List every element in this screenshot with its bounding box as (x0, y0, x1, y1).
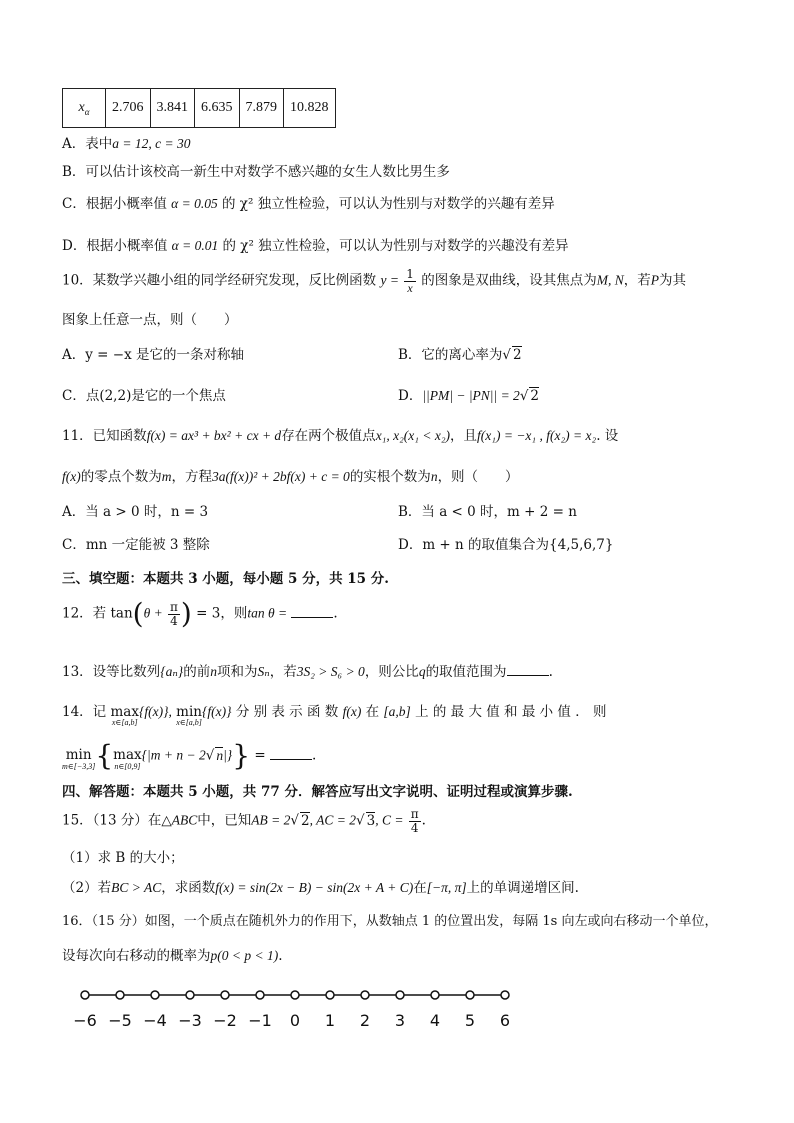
q11-stem-line2 (62, 465, 519, 485)
q9-d-text: D．根据小概率值 (62, 238, 168, 254)
q15-p2-d: 上的单调递增区间. (466, 880, 579, 896)
number-line-label: 1 (324, 1011, 336, 1030)
q9-option-a (62, 132, 190, 152)
number-line-point (326, 991, 334, 999)
q15-p2-cond: BC > AC (111, 880, 162, 895)
q11-option-b: B．当 a < 0 时，m + 2 = n (398, 504, 577, 520)
q13-sn: Sₙ (257, 664, 270, 679)
q11-text-d2: 的实根个数为 (349, 469, 431, 485)
number-line-point (431, 991, 439, 999)
q13-e: 的取值范围为 (425, 664, 507, 680)
number-line-label: −4 (143, 1011, 167, 1030)
q15-p2-b: ，求函数 (161, 880, 216, 896)
q15-part2 (62, 876, 579, 896)
q11-fx: f(x) (62, 469, 81, 484)
frac-den: 4 (170, 613, 178, 628)
q12-ask: tan θ = (247, 605, 288, 621)
q13-cond: 3S₂ > S₆ > 0 (296, 664, 365, 679)
q9-d-suffix: 的 χ² 独立性检验，可以认为性别与对数学的兴趣没有差异 (222, 238, 569, 254)
q9-c-alpha: α = 0.05 (171, 196, 218, 211)
number-line-point (396, 991, 404, 999)
q11-text-c2: ，方程 (171, 469, 212, 485)
q13-end: . (548, 664, 553, 680)
table-head-x: x (78, 99, 85, 115)
q14-sqrt: n (216, 747, 224, 763)
q10-option-d: D．||PM| − |PN|| = 2√ 2 (398, 388, 540, 404)
q15-a: 中，已知 (197, 812, 252, 829)
q11-text-a: 11．已知函数 (62, 428, 147, 444)
q14-line2: min m∈[−3,3] {max n∈[0,9] {|m + n − 2√ n|}} = . (62, 739, 317, 772)
op-label: max (113, 747, 142, 763)
q14-a: 分 别 表 示 函 数 (235, 704, 339, 720)
q11-n: n (430, 469, 438, 484)
number-line-point (221, 991, 229, 999)
q14-fx: {f(x)}, (138, 704, 172, 719)
number-line-point (361, 991, 369, 999)
q12-fraction (168, 601, 180, 627)
number-line-label: −2 (213, 1011, 237, 1030)
number-line-point (256, 991, 264, 999)
op-label: min (65, 747, 92, 763)
q14-eq: = (254, 747, 266, 764)
q15-sqrt2: 3 (366, 812, 376, 829)
q14-max-op-2 (113, 749, 141, 771)
number-line-label: −6 (73, 1011, 97, 1030)
q10-d-math: ||PM| − |PN|| = 2 (422, 388, 520, 403)
q12-mid: ，则 (220, 605, 248, 622)
q10-option-c: C．点(2,2)是它的一个焦点 (62, 388, 226, 404)
op-sub: x∈[a,b] (176, 718, 202, 727)
op-sub: x∈[a,b] (111, 718, 138, 727)
q15-prefix: 15．（13 分）在 (62, 812, 162, 829)
q11-option-d (398, 533, 613, 553)
q16-probability: p(0 < p < 1) (210, 948, 279, 963)
number-line-label: 6 (499, 1011, 511, 1030)
q10-b-text: B．它的离心率为 (398, 347, 503, 363)
q14-min-op-2 (62, 749, 95, 771)
table-cell: 7.879 (239, 89, 284, 128)
number-line-point (186, 991, 194, 999)
section-3-heading: 三、填空题：本题共 3 小题，每小题 5 分，共 15 分. (62, 571, 389, 587)
q14-end: . (311, 747, 317, 764)
q9-a-math: a = 12, c = 30 (112, 136, 191, 151)
q11-text-b: 存在两个极值点 (281, 428, 376, 444)
table-cell: 6.635 (195, 89, 240, 128)
q10-stem-line1 (62, 268, 686, 294)
q10-point: P (650, 272, 659, 288)
table-cell: 2.706 (106, 89, 151, 128)
q13-answer-blank[interactable] (507, 663, 549, 676)
q14-brace: } (232, 739, 251, 772)
q14-min-op (176, 703, 202, 728)
q11-option-c: C．mn 一定能被 3 整除 (62, 537, 210, 553)
number-line-figure (70, 982, 530, 1042)
q14-interval: [a,b] (383, 704, 411, 719)
q14-c: 上 的 最 大 值 和 最 小 值 ． 则 (415, 704, 607, 720)
q10-d-text: D． (398, 388, 423, 404)
q16-end: . (278, 948, 283, 964)
op-sub: n∈[0,9] (114, 761, 141, 771)
q11-d-text: D．m + n 的取值集合为 (398, 537, 550, 553)
number-line-point (116, 991, 124, 999)
q12-tan: tan (110, 605, 133, 622)
q16-line2 (62, 944, 283, 964)
q11-func: f(x) = ax³ + bx² + cx + d (146, 428, 282, 443)
q10-text-a: 10．某数学兴趣小组的同学经研究发现，反比例函数 (62, 272, 377, 289)
q15-p2-c: 在 (413, 880, 427, 896)
q15-cond: AB = 2 (251, 812, 291, 828)
q16-text: 设每次向右移动的概率为 (62, 948, 211, 964)
q12-paren: ) (180, 597, 192, 630)
number-line-points (73, 991, 510, 1030)
number-line-point (151, 991, 159, 999)
q15-p2-a: （2）若 (62, 880, 112, 896)
q10-d-sqrt: 2 (530, 388, 540, 404)
q13-b: 项和为 (216, 664, 258, 680)
q9-option-c (62, 192, 555, 212)
q9-d-alpha: α = 0.01 (171, 238, 219, 253)
q15-stem: 15．（13 分）在△ABC中，已知AB = 2√ 2, AC = 2√ 3, C = $\frac{\pi}{4}$ . (62, 807, 426, 835)
op-sub: m∈[−3,3] (62, 761, 96, 771)
q15-p2-func: f(x) = sin(2x − B) − sin(2x + A + C) (215, 880, 414, 895)
q10-stem-line2: 图象上任意一点，则（ ） (62, 312, 238, 328)
q11-cond: f(x₁) = −x₁ , f(x₂) = x₂ (477, 428, 597, 443)
number-line-point (466, 991, 474, 999)
number-line-label: −3 (178, 1011, 202, 1030)
q14-b: 在 (365, 704, 380, 720)
q9-a-text: A．表中 (62, 136, 113, 152)
q10-func: y = (380, 272, 399, 288)
q15-part1: （1）求 B 的大小； (62, 850, 184, 866)
number-line-label: 2 (359, 1011, 371, 1030)
q12-eq: = 3 (196, 605, 221, 622)
q14-inner-end: |} (223, 747, 233, 763)
q11-equation: 3a(f(x))² + 2bf(x) + c = 0 (211, 469, 350, 484)
number-line-label: 0 (289, 1011, 301, 1030)
table-head-cell (63, 89, 106, 128)
frac-num: π (410, 807, 419, 821)
q10-option-b: B．它的离心率为√ 2 (398, 347, 522, 363)
q12-answer-blank[interactable] (291, 605, 333, 618)
frac-num: π (170, 599, 178, 614)
frac-num: 1 (406, 267, 414, 281)
frac-den: 4 (410, 820, 419, 835)
number-line-point (81, 991, 89, 999)
q9-option-d (62, 234, 569, 254)
q10-fraction (404, 268, 416, 294)
q15-end: . (421, 812, 426, 829)
q15-cond2: , AC = 2 (309, 812, 356, 828)
q10-text-d: 为其 (658, 272, 686, 289)
q15-p2-interval: [−π, π] (426, 880, 467, 895)
q9-option-b: B．可以估计该校高一新生中对数学不感兴趣的女生人数比男生多 (62, 164, 450, 180)
q10-text-b: 的图象是双曲线，设其焦点为 (421, 272, 597, 289)
q13-c: ，若 (269, 664, 297, 680)
q11-text-b2: 的零点个数为 (80, 469, 162, 485)
number-line-label: −5 (108, 1011, 132, 1030)
q14-f: f(x) (342, 704, 362, 719)
q14-inner: {|m + n − 2 (141, 747, 206, 763)
q12-paren: ( (132, 597, 144, 630)
q11-points: x₁, x₂(x₁ < x₂) (375, 428, 451, 443)
q14-brace: { (95, 739, 114, 772)
q11-option-a: A．当 a > 0 时，n = 3 (62, 504, 209, 520)
q13-n: n (210, 664, 217, 679)
frac-den: x (407, 280, 413, 295)
table-cell: 3.841 (150, 89, 195, 128)
number-line-label: 5 (464, 1011, 476, 1030)
q11-stem-line1 (62, 424, 618, 444)
number-line-label: −1 (248, 1011, 272, 1030)
op-label: min (176, 703, 202, 720)
q12-theta: θ + (143, 605, 163, 621)
q13-seq: {aₙ} (160, 664, 184, 679)
q11-text-d: . 设 (596, 428, 619, 444)
q14-answer-blank[interactable] (270, 747, 312, 760)
q11-text-e2: ，则（ ） (437, 469, 519, 485)
q15-triangle: △ABC (161, 812, 198, 828)
q12-end: . (333, 605, 338, 622)
op-label: max (110, 703, 139, 720)
q11-text-c: ，且 (450, 428, 478, 444)
q9-c-suffix: 的 χ² 独立性检验，可以认为性别与对数学的兴趣有差异 (222, 196, 555, 212)
table-cell: 10.828 (284, 89, 336, 128)
number-line-label: 4 (429, 1011, 441, 1030)
q13-q: q (418, 664, 426, 679)
q14-prefix: 14．记 (62, 704, 107, 720)
number-line-point (291, 991, 299, 999)
critical-value-table (62, 88, 336, 128)
q16-line1: 16．（15 分）如图，一个质点在随机外力的作用下，从数轴点 1 的位置出发，每隔 1s 向左或向右移动一个单位， (62, 914, 718, 929)
q13 (62, 660, 553, 680)
number-line-point (501, 991, 509, 999)
q9-c-text: C．根据小概率值 (62, 196, 167, 212)
q12 (62, 597, 338, 630)
q10-foci: M, N (596, 272, 624, 288)
q14-fx2: {f(x)} (201, 704, 232, 719)
q13-d: ，则公比 (364, 664, 419, 680)
q10-text-c: ，若 (623, 272, 651, 289)
q10-option-a: A．y = −x 是它的一条对称轴 (62, 347, 244, 363)
q14-line1 (62, 700, 607, 727)
q10-b-sqrt: 2 (513, 347, 522, 363)
q14-max-op (110, 703, 139, 728)
q11-m: m (161, 469, 172, 484)
number-line-label: 3 (394, 1011, 406, 1030)
section-4-heading: 四、解答题：本题共 5 小题，共 77 分．解答应写出文字说明、证明过程或演算步骤. (62, 784, 573, 800)
q15-sqrt1: 2 (301, 812, 310, 829)
q15-cond3: , C = (375, 812, 404, 828)
table-head-sub: α (84, 106, 90, 117)
q13-prefix: 13．设等比数列 (62, 664, 161, 680)
q15-fraction (409, 808, 421, 834)
q12-prefix: 12．若 (62, 605, 107, 622)
q11-d-set: {4,5,6,7} (549, 537, 614, 553)
q13-a: 的前 (183, 664, 211, 680)
